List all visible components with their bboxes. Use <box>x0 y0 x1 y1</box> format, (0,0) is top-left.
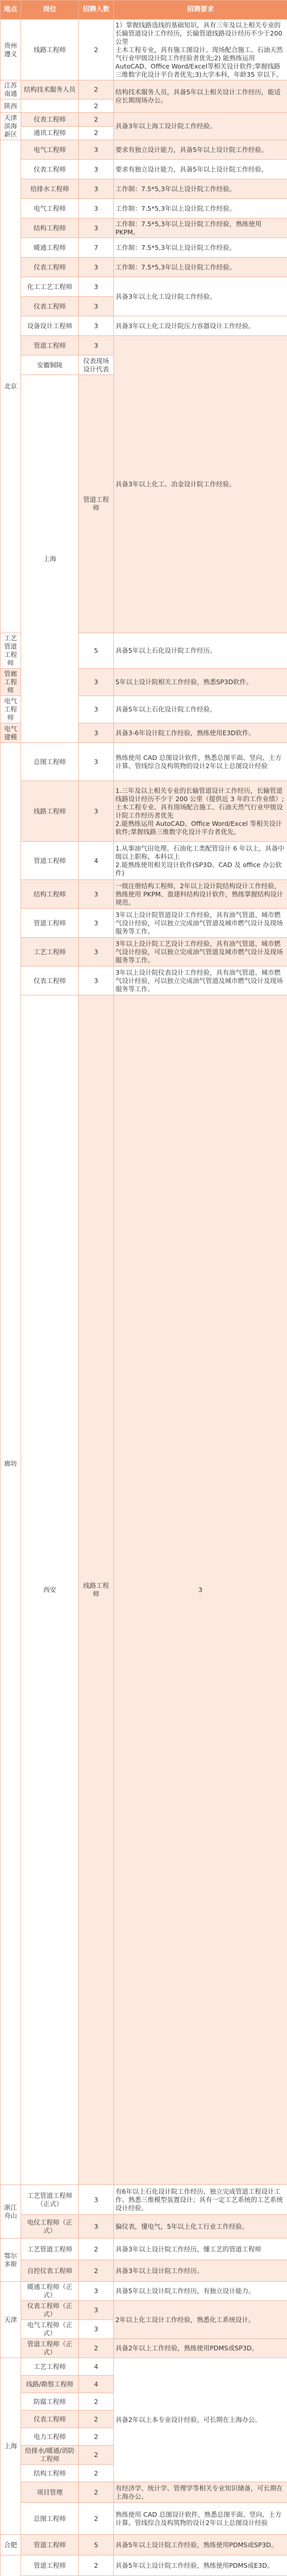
requirements-cell: 具备3-6年设计院工作经验，熟练使用E3D软件。 <box>114 723 287 743</box>
table-row <box>1 113 287 127</box>
requirements-cell: 具备5年以上设计院工作经历，有独立设计能力。 <box>114 2282 287 2301</box>
location-cell: 江苏南通 <box>1 80 21 99</box>
count-cell: 5 <box>79 633 114 669</box>
location-cell: 北京 <box>1 140 21 633</box>
location-cell: 浙江舟山 <box>1 2185 21 2239</box>
position-cell: 线路工程师 <box>21 20 79 80</box>
table-row <box>1 909 287 938</box>
count-cell: 2 <box>79 2482 114 2503</box>
position-cell: 管道工程师（正式） <box>21 2339 79 2358</box>
count-cell: 3 <box>79 199 114 218</box>
count-cell: 2 <box>79 113 114 127</box>
table-row <box>1 199 287 218</box>
position-cell: 仪表工程师 <box>21 967 79 995</box>
requirements-cell: 熟练使用 CAD 总图设计软件，熟悉总图平面、竖向、土方计算、管线综合及构筑物的设计2年以上总图设计经验 <box>114 743 287 781</box>
count-cell: 3 <box>79 967 114 995</box>
requirements-cell: 工作制：7.5*5,3年以上设计院工作经验。 <box>114 199 287 218</box>
position-cell: 电气工程师 <box>1 696 21 723</box>
header-requirements: 招聘要求 <box>114 1 287 20</box>
location-cell: 天津滨海新区 <box>1 113 21 140</box>
table-row <box>1 743 287 781</box>
requirements-cell: 1.从事油气田处理、石油化工类配管设计 6 年以上，具备中级以上职称，本科以上 2.能熟练使用相关设计软件(SP3D、CAD 及 office 办公软件) <box>114 842 287 880</box>
position-cell: 仪表工程师 <box>21 297 79 316</box>
count-cell: 2 <box>79 99 114 113</box>
position-cell: 总图工程师 <box>21 2503 79 2535</box>
position-cell: 结构工程师 <box>21 880 79 909</box>
count-cell: 2 <box>79 20 114 80</box>
position-cell: 电气工程师（正式） <box>21 2320 79 2339</box>
requirements-cell: 工作制：7.5*5,3年以上设计院工作经验。 <box>114 179 287 199</box>
requirements-cell: 具备5年以上设计院工作经验，熟练使用PDMS或E3D。 <box>114 2555 287 2576</box>
count-cell: 3 <box>79 2215 114 2239</box>
requirements-cell: 具备3年以上化工设计院压力容器设计工作经验。 <box>114 316 287 336</box>
requirements-cell: 工作制：7.5*5,3年以上设计院工作经验。 <box>114 238 287 258</box>
count-cell: 3 <box>79 669 114 696</box>
requirements-cell: 具备3年以上化工、冶金设计院工作经验。 <box>114 336 287 633</box>
count-cell: 3 <box>79 316 114 336</box>
table-row <box>1 2482 287 2503</box>
position-cell: 化工工艺工程师 <box>21 277 79 297</box>
requirements-cell: 具备3年以上化工设计院工作经验。 <box>114 277 287 316</box>
position-cell: 通讯工程师 <box>21 126 79 140</box>
position-cell: 线路工程师 <box>79 995 114 2185</box>
position-cell: 管道工程师 <box>21 2555 79 2576</box>
count-cell: 2 <box>79 2555 114 2576</box>
count-cell: 3 <box>79 880 114 909</box>
count-cell: 3 <box>79 938 114 967</box>
position-cell: 管道工程师 <box>21 336 79 355</box>
count-cell: 3 <box>79 160 114 179</box>
requirements-cell: 偏仪表，懂电气，5年以上化工行业工作经验。 <box>114 2215 287 2239</box>
requirements-cell: 具备3年以上设计院工作经历，懂工艺的管道工程师 <box>114 2239 287 2260</box>
location-cell: 西安 <box>21 995 79 2185</box>
count-cell: 3 <box>79 781 114 842</box>
table-row <box>1 258 287 277</box>
position-cell: 工艺管道工程师 <box>1 633 21 669</box>
table-row <box>1 2555 287 2576</box>
position-cell: 仪表工程师（正式） <box>21 2301 79 2320</box>
position-cell: 给排水/暖通/消防工程师 <box>21 2446 79 2465</box>
requirements-cell: 要求有独立设计能力，具备5年以上设计院工作经验。 <box>114 160 287 179</box>
header-location: 地点 <box>1 1 21 20</box>
table-row <box>1 938 287 967</box>
requirements-cell: 熟练使用 CAD 总图设计软件，熟悉总图平面、竖向、土方计算、管线综合及构筑物的设计2年以上总图设计经验 <box>114 2503 287 2535</box>
header-count: 招聘人数 <box>79 1 114 20</box>
count-cell: 3 <box>79 2185 114 2215</box>
location-cell: 合肥 <box>1 2535 21 2555</box>
position-cell: 电力工程师 <box>21 2428 79 2446</box>
table-row <box>1 2535 287 2555</box>
requirements-cell: 一级注册结构工程师，2年以上设计院结构设计工作经验，熟练使用 PKPM、盈建科结构设计软件，熟练掌握结构设计规范。 <box>114 880 287 909</box>
position-cell: 仪表工程师 <box>21 160 79 179</box>
position-cell: 工艺工程师 <box>21 2358 79 2376</box>
count-cell: 3 <box>79 2282 114 2301</box>
position-cell: 电气建模 <box>1 723 21 743</box>
requirements-cell: 具备5年以上石化设计院工作经验。 <box>114 696 287 723</box>
count-cell: 3 <box>79 336 114 355</box>
count-cell: 2 <box>79 2446 114 2465</box>
requirements-cell: 具备3年以上海工设计院工作经验。 <box>114 113 287 140</box>
position-cell: 防腐工程师 <box>21 2393 79 2411</box>
table-row <box>1 2260 287 2282</box>
position-cell: 暖通工程师（正式） <box>21 2282 79 2301</box>
count-cell: 3 <box>114 995 287 2185</box>
count-cell: 2 <box>79 2393 114 2411</box>
table-row <box>1 995 287 2185</box>
location-cell: 鄂尔多斯 <box>1 2239 21 2282</box>
position-cell: 管道工程师 <box>21 909 79 938</box>
requirements-cell: 具备3年以上设计院工作经历。 <box>114 2260 287 2282</box>
count-cell: 3 <box>79 258 114 277</box>
requirements-cell: 2年以上化工设计工作经验，熟悉化工系统设计。 <box>114 2301 287 2339</box>
table-row <box>1 218 287 238</box>
position-cell: 仪表工程师 <box>21 113 79 127</box>
position-cell: 总图工程师 <box>21 743 79 781</box>
location-cell: 廊坊 <box>1 743 21 2185</box>
count-cell: 3 <box>79 2301 114 2320</box>
count-cell: 2 <box>79 2239 114 2260</box>
count-cell: 3 <box>79 723 114 743</box>
requirements-cell: 3年以上设计院仪表设计工作经验，具有油气管道、城市燃气设计经验，可以独立完成油气管道及城市燃气设计及现场服务等工作。 <box>114 967 287 995</box>
position-cell: 项目管理 <box>21 2482 79 2503</box>
count-cell: 3 <box>79 277 114 297</box>
requirements-cell: 具备2年以上工作经验，熟练使用PDMS或SP3D。 <box>114 2339 287 2358</box>
location-cell <box>1 2555 21 2576</box>
count-cell: 2 <box>79 2339 114 2358</box>
requirements-cell: 工作制：7.5*5,3年以上设计院工作经验，熟练使用PKPM。 <box>114 218 287 238</box>
location-cell: 贵州遵义 <box>1 20 21 80</box>
count-cell: 3 <box>79 140 114 160</box>
position-cell: 管廊工程师 <box>1 669 21 696</box>
count-cell: 3 <box>79 909 114 938</box>
table-row <box>1 2301 287 2320</box>
table-row <box>1 842 287 880</box>
requirements-cell: 有经济学、统计学、管理学等相关专业知识储备，可长期在上海办公。 <box>114 2482 287 2503</box>
count-cell: 3 <box>79 743 114 781</box>
table-row <box>1 2282 287 2301</box>
count-cell: 7 <box>79 238 114 258</box>
position-cell: 电气工程师 <box>21 199 79 218</box>
position-cell: 仪表工程师 <box>21 258 79 277</box>
position-cell: 设备设计工程师 <box>21 316 79 336</box>
table-row <box>1 140 287 160</box>
count-cell: 3 <box>79 297 114 316</box>
requirements-cell: 有6年以上石化设计院工作经历，独立完成管道工程设计工作。熟悉三维模型装置设计；具有一定工艺系统的工艺系统设计经验。 <box>114 2185 287 2215</box>
position-cell: 工艺工程师 <box>21 938 79 967</box>
requirements-cell: 1.三年及以上相关专业的长输管道设计工作经历，长输管道线路设计经历不少于 200 公里（提供近 3 年的工作业绩）;土木工程专业、具有现场配合施工、石油天然气行业甲级设计院工作经历者优先 2.能熟练运用 AutoCAD、Office Word/Excel 等相关设计软件;掌握线路三维数字化设计平台者优先。 <box>114 781 287 842</box>
location-cell: 天津 <box>1 2282 21 2358</box>
table-row <box>1 179 287 199</box>
position-cell: 线路工程师 <box>21 781 79 842</box>
requirements-cell: 具备5年以上设计院工作经验，熟练使用PDMS或SP3D。 <box>114 2535 287 2555</box>
table-row <box>1 336 287 355</box>
table-header-row <box>1 1 287 20</box>
table-row <box>1 2503 287 2535</box>
position-cell: 结构工程师 <box>21 2465 79 2482</box>
header-position: 岗位 <box>21 1 79 20</box>
count-cell: 3 <box>79 218 114 238</box>
position-cell: 仪表现场设计代表 <box>79 355 114 375</box>
count-cell: 2 <box>79 2260 114 2282</box>
requirements-cell: 结构技术服务人员，具备5年以上相关设计工作经历，能适应长期现场办公。 <box>114 80 287 113</box>
requirements-cell: 3年以上设计院管道设计工作经验，具有油气管道、城市燃气设计经验，可以独立完成油气管道及城市燃气设计及现场服务等工作。 <box>114 909 287 938</box>
location-cell: 上海 <box>1 2358 21 2535</box>
position-cell: 工艺管道工程师（正式） <box>21 2185 79 2215</box>
table-row <box>1 2239 287 2260</box>
requirements-cell: 工作制：7.5*5,3年以上设计院工作经验。 <box>114 258 287 277</box>
requirements-cell: 1）掌握线路选线的基础知识，具有三年及以上相关专业的长输管道设计工作经历，长输管道线路设计经历不少于200公里 土木工程专业，具有施工图设计、现场配合施工、石油天然气行业甲级设计院工作经验者优先;2) 能熟练运用 AutoCAD、Office Word/Excel等相关设计软件;掌握线路三维数字化设计平台者优先;3)大学本科，年龄35 岁以下。 <box>114 20 287 80</box>
count-cell: 4 <box>79 2358 114 2376</box>
table-row <box>1 880 287 909</box>
position-cell: 工艺管道工程师 <box>21 2239 79 2260</box>
position-cell: 线路/勘察工程师 <box>21 2376 79 2393</box>
count-cell: 4 <box>79 2376 114 2393</box>
position-cell: 暖通工程师 <box>21 238 79 258</box>
position-cell: 管道工程师 <box>21 842 79 880</box>
requirements-cell: 5年以上设计院相关工作经验，熟悉SP3D软件。 <box>114 669 287 696</box>
requirements-cell: 具备2年以上本专业设计经验，可长期在上海办公。 <box>114 2358 287 2482</box>
position-cell: 管道工程师 <box>21 2535 79 2555</box>
count-cell: 5 <box>79 2535 114 2555</box>
location-cell: 陕西 <box>1 99 21 113</box>
table-row <box>1 2358 287 2376</box>
count-cell: 2 <box>79 2465 114 2482</box>
table-row <box>1 967 287 995</box>
position-cell <box>21 99 79 113</box>
requirements-cell: 具备5年以上石化设计院工作经历。 <box>114 633 287 669</box>
count-cell: 2 <box>79 2428 114 2446</box>
position-cell: 结构技术服务人员 <box>21 80 79 99</box>
table-row <box>1 2215 287 2239</box>
table-row <box>1 277 287 297</box>
table-row <box>1 2185 287 2215</box>
count-cell: 4 <box>79 842 114 880</box>
location-cell: 安徽铜陵 <box>21 355 79 375</box>
position-cell: 自控仪表工程师 <box>21 2260 79 2282</box>
position-cell: 电气工程师 <box>21 140 79 160</box>
table-body <box>1 20 287 2576</box>
table-row <box>1 80 287 99</box>
table-row <box>1 238 287 258</box>
table-row <box>1 2339 287 2358</box>
count-cell: 3 <box>79 179 114 199</box>
position-cell: 给排水工程师 <box>21 179 79 199</box>
table-row <box>1 781 287 842</box>
location-cell: 上海 <box>21 375 79 743</box>
requirements-cell: 3年以上设计院工艺设计工作经验，具有油气管道、城市燃气设计经验，可以独立完成油气管道及城市燃气设计及现场服务等工作。 <box>114 938 287 967</box>
requirements-cell: 要求有独立设计能力，具备5年以上设计院工作经验。 <box>114 140 287 160</box>
position-cell: 仪表工程师 <box>21 2411 79 2428</box>
count-cell: 3 <box>79 2320 114 2339</box>
table-row <box>1 20 287 80</box>
position-cell: 结构工程师 <box>21 218 79 238</box>
position-cell: 电仪工程师（正式） <box>21 2215 79 2239</box>
table-row <box>1 160 287 179</box>
position-cell: 管道工程师 <box>79 375 114 633</box>
count-cell: 2 <box>79 2503 114 2535</box>
count-cell: 2 <box>79 2411 114 2428</box>
count-cell: 2 <box>79 80 114 99</box>
count-cell: 3 <box>79 696 114 723</box>
table-row <box>1 316 287 336</box>
count-cell: 2 <box>79 126 114 140</box>
